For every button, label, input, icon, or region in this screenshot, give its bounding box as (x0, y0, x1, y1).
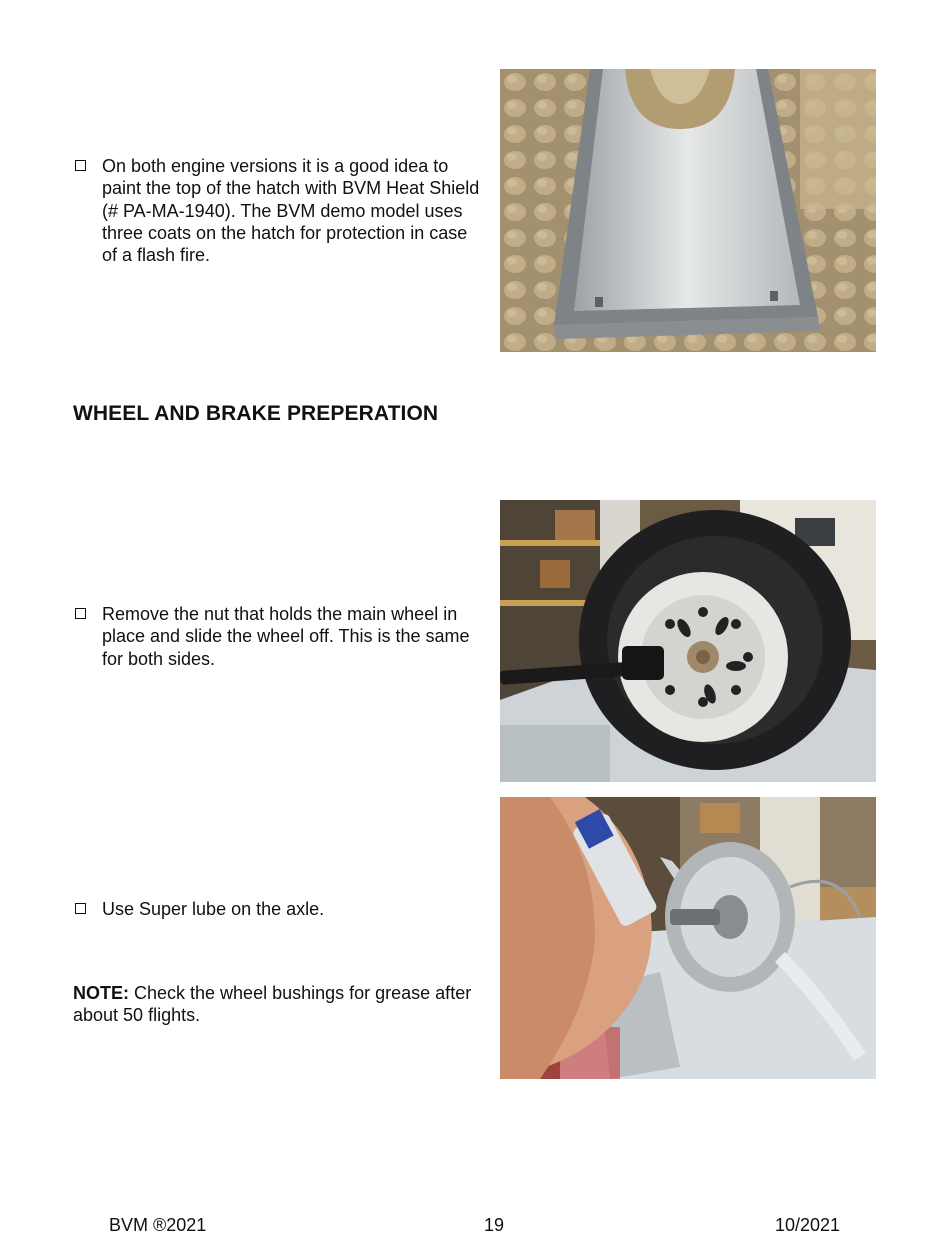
section-heading: WHEEL AND BRAKE PREPERATION (73, 402, 439, 425)
footer-copyright: BVM ®2021 (109, 1215, 207, 1235)
checkbox-hatch[interactable] (75, 160, 86, 171)
wheel-removal-instruction: Remove the nut that holds the main wheel in place and slide the wheel off. This is the same for both sides. (102, 604, 470, 669)
lube-instruction: Use Super lube on the axle. (102, 899, 325, 919)
lube-photo (500, 797, 876, 1079)
note-label: NOTE: (73, 983, 129, 1003)
hatch-instruction: On both engine versions it is a good idea to paint the top of the hatch with BVM Heat Shield (# PA-MA-1940). The BVM demo model uses three coats on the hatch for protection in case of a flash fire. (102, 156, 480, 266)
hatch-photo (500, 69, 876, 352)
checkbox-wheel-removal[interactable] (75, 608, 86, 619)
wheel-photo (500, 500, 876, 782)
checkbox-lube[interactable] (75, 903, 86, 914)
note (73, 982, 473, 1027)
note-text: Check the wheel bushings for grease after about 50 flights. (73, 983, 472, 1026)
footer-page-number: 19 (484, 1215, 505, 1235)
footer-date: 10/2021 (775, 1215, 841, 1235)
